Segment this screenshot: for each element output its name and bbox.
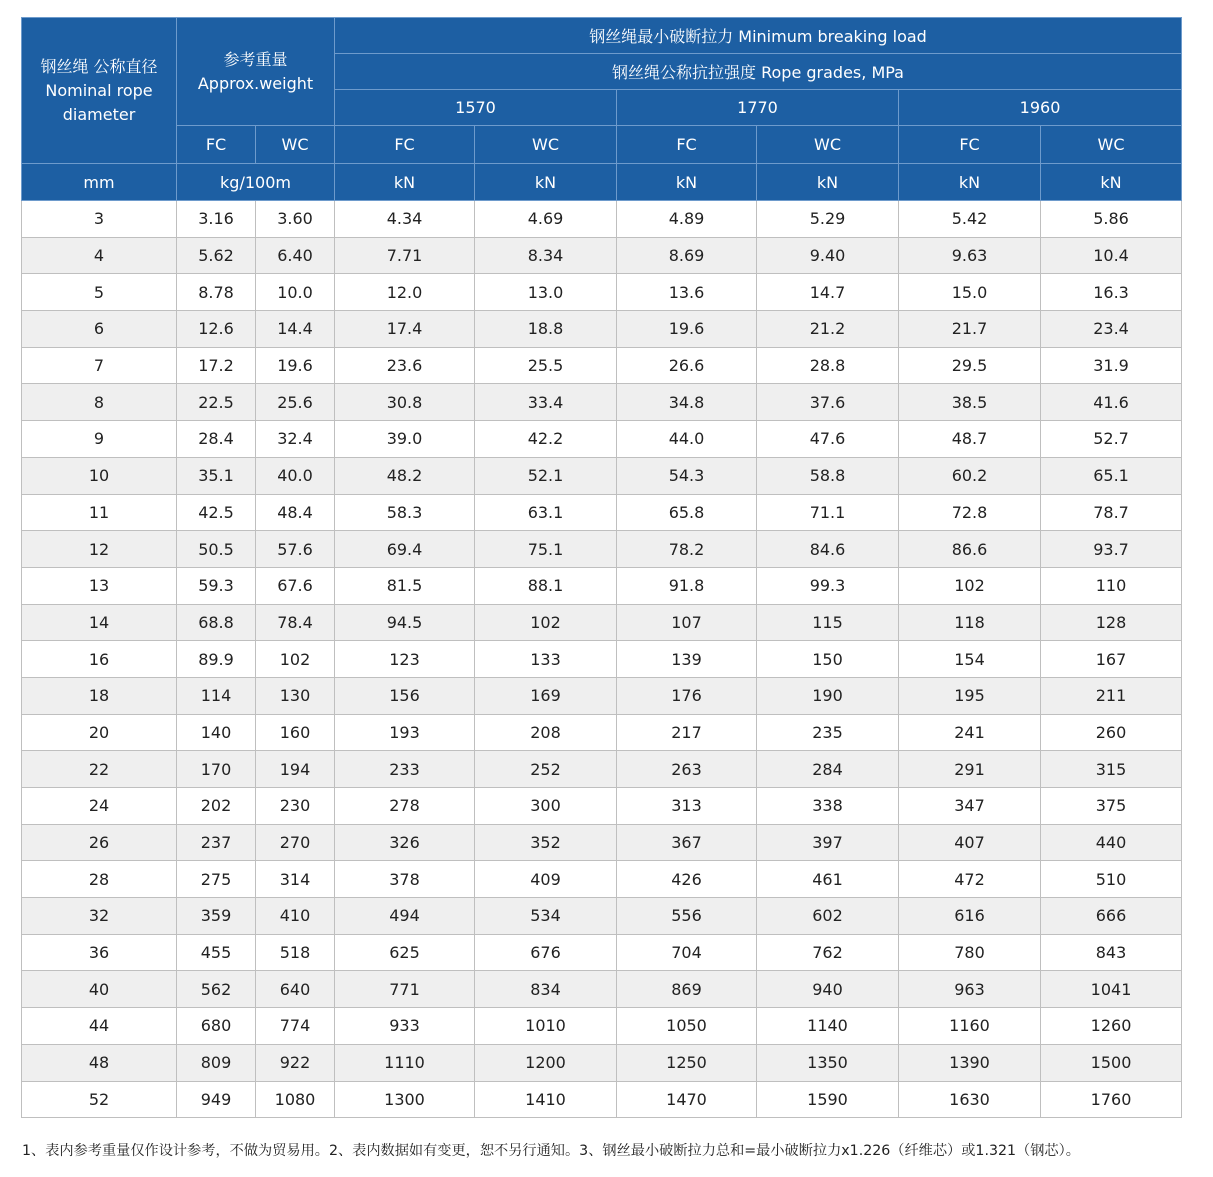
table-cell: 534: [475, 898, 617, 935]
table-cell: 194: [256, 751, 335, 788]
table-cell: 59.3: [177, 567, 256, 604]
table-row: [22, 201, 1182, 238]
table-cell: 48.4: [256, 494, 335, 531]
table-cell: 34.8: [617, 384, 757, 421]
table-cell: 300: [475, 788, 617, 825]
table-cell: 44.0: [617, 421, 757, 458]
table-row: [22, 1081, 1182, 1118]
table-cell: 193: [335, 714, 475, 751]
table-cell: 128: [1041, 604, 1182, 641]
table-cell: 263: [617, 751, 757, 788]
table-cell: 69.4: [335, 531, 475, 568]
table-cell: 107: [617, 604, 757, 641]
table-cell: 170: [177, 751, 256, 788]
table-cell: 774: [256, 1008, 335, 1045]
table-cell: 4.34: [335, 201, 475, 238]
table-body: [22, 201, 1182, 1118]
table-cell: 78.4: [256, 604, 335, 641]
table-cell: 42.5: [177, 494, 256, 531]
table-cell: 154: [899, 641, 1041, 678]
table-cell: 38.5: [899, 384, 1041, 421]
table-cell: 494: [335, 898, 475, 935]
table-row: [22, 824, 1182, 861]
table-row: [22, 237, 1182, 274]
table-cell: 20: [22, 714, 177, 751]
table-cell: 39.0: [335, 421, 475, 458]
table-cell: 217: [617, 714, 757, 751]
table-cell: 270: [256, 824, 335, 861]
unit-header: kN: [899, 164, 1041, 201]
table-cell: 31.9: [1041, 347, 1182, 384]
table-cell: 102: [475, 604, 617, 641]
table-cell: 195: [899, 677, 1041, 714]
table-cell: 19.6: [256, 347, 335, 384]
table-cell: 48: [22, 1044, 177, 1081]
table-cell: 65.8: [617, 494, 757, 531]
table-cell: 5.29: [757, 201, 899, 238]
table-row: [22, 347, 1182, 384]
table-cell: 9.40: [757, 237, 899, 274]
unit-header: kN: [1041, 164, 1182, 201]
table-cell: 407: [899, 824, 1041, 861]
table-cell: 48.2: [335, 457, 475, 494]
grade-1770-header: 1770: [617, 90, 899, 126]
table-row: [22, 751, 1182, 788]
table-cell: 809: [177, 1044, 256, 1081]
table-cell: 602: [757, 898, 899, 935]
table-cell: 115: [757, 604, 899, 641]
table-cell: 71.1: [757, 494, 899, 531]
table-cell: 338: [757, 788, 899, 825]
weight-header: 参考重量 Approx.weight: [177, 18, 335, 126]
table-cell: 99.3: [757, 567, 899, 604]
table-cell: 32: [22, 898, 177, 935]
table-row: [22, 1008, 1182, 1045]
table-cell: 202: [177, 788, 256, 825]
table-row: [22, 311, 1182, 348]
table-cell: 666: [1041, 898, 1182, 935]
table-cell: 1200: [475, 1044, 617, 1081]
table-cell: 17.4: [335, 311, 475, 348]
table-row: [22, 641, 1182, 678]
table-cell: 48.7: [899, 421, 1041, 458]
table-cell: 47.6: [757, 421, 899, 458]
table-cell: 78.7: [1041, 494, 1182, 531]
table-cell: 50.5: [177, 531, 256, 568]
table-cell: 461: [757, 861, 899, 898]
table-cell: 54.3: [617, 457, 757, 494]
table-cell: 81.5: [335, 567, 475, 604]
table-cell: 21.7: [899, 311, 1041, 348]
unit-header: kN: [757, 164, 899, 201]
table-cell: 1260: [1041, 1008, 1182, 1045]
table-cell: 1041: [1041, 971, 1182, 1008]
table-cell: 1160: [899, 1008, 1041, 1045]
table-cell: 14.4: [256, 311, 335, 348]
table-cell: 52: [22, 1081, 177, 1118]
table-cell: 8.78: [177, 274, 256, 311]
table-cell: 313: [617, 788, 757, 825]
core-type-header: WC: [475, 126, 617, 164]
table-cell: 72.8: [899, 494, 1041, 531]
table-cell: 676: [475, 934, 617, 971]
table-cell: 1110: [335, 1044, 475, 1081]
table-cell: 640: [256, 971, 335, 1008]
table-cell: 233: [335, 751, 475, 788]
table-cell: 5.62: [177, 237, 256, 274]
table-cell: 3.60: [256, 201, 335, 238]
table-cell: 680: [177, 1008, 256, 1045]
table-cell: 52.7: [1041, 421, 1182, 458]
table-cell: 29.5: [899, 347, 1041, 384]
table-cell: 241: [899, 714, 1041, 751]
table-cell: 110: [1041, 567, 1182, 604]
table-cell: 94.5: [335, 604, 475, 641]
table-cell: 10.4: [1041, 237, 1182, 274]
grade-1960-header: 1960: [899, 90, 1182, 126]
table-cell: 4.89: [617, 201, 757, 238]
table-cell: 6.40: [256, 237, 335, 274]
table-cell: 13.0: [475, 274, 617, 311]
table-cell: 18.8: [475, 311, 617, 348]
table-cell: 123: [335, 641, 475, 678]
table-cell: 5: [22, 274, 177, 311]
table-cell: 32.4: [256, 421, 335, 458]
table-cell: 33.4: [475, 384, 617, 421]
table-cell: 75.1: [475, 531, 617, 568]
table-cell: 409: [475, 861, 617, 898]
core-type-header: FC: [899, 126, 1041, 164]
core-type-header: WC: [1041, 126, 1182, 164]
table-cell: 160: [256, 714, 335, 751]
table-cell: 869: [617, 971, 757, 1008]
table-row: [22, 567, 1182, 604]
unit-header: kN: [617, 164, 757, 201]
table-cell: 933: [335, 1008, 475, 1045]
table-cell: 771: [335, 971, 475, 1008]
table-cell: 12.6: [177, 311, 256, 348]
table-row: [22, 934, 1182, 971]
table-row: [22, 531, 1182, 568]
table-cell: 616: [899, 898, 1041, 935]
table-cell: 30.8: [335, 384, 475, 421]
table-row: [22, 677, 1182, 714]
core-type-header: WC: [256, 126, 335, 164]
table-cell: 235: [757, 714, 899, 751]
table-cell: 140: [177, 714, 256, 751]
table-cell: 19.6: [617, 311, 757, 348]
table-cell: 26.6: [617, 347, 757, 384]
diameter-header: 钢丝绳 公称直径 Nominal rope diameter: [22, 18, 177, 164]
table-cell: 410: [256, 898, 335, 935]
table-cell: 9.63: [899, 237, 1041, 274]
table-cell: 1630: [899, 1081, 1041, 1118]
table-row: [22, 457, 1182, 494]
table-cell: 8.69: [617, 237, 757, 274]
table-cell: 28.4: [177, 421, 256, 458]
table-cell: 367: [617, 824, 757, 861]
table-row: [22, 604, 1182, 641]
table-cell: 93.7: [1041, 531, 1182, 568]
table-cell: 1390: [899, 1044, 1041, 1081]
table-cell: 252: [475, 751, 617, 788]
table-cell: 25.5: [475, 347, 617, 384]
table-cell: 52.1: [475, 457, 617, 494]
table-cell: 352: [475, 824, 617, 861]
table-cell: 230: [256, 788, 335, 825]
core-type-header: FC: [177, 126, 256, 164]
table-cell: 16: [22, 641, 177, 678]
table-cell: 21.2: [757, 311, 899, 348]
table-cell: 91.8: [617, 567, 757, 604]
table-cell: 89.9: [177, 641, 256, 678]
table-cell: 78.2: [617, 531, 757, 568]
unit-header: kg/100m: [177, 164, 335, 201]
table-cell: 949: [177, 1081, 256, 1118]
table-cell: 7: [22, 347, 177, 384]
table-cell: 133: [475, 641, 617, 678]
table-cell: 130: [256, 677, 335, 714]
table-cell: 1470: [617, 1081, 757, 1118]
table-cell: 190: [757, 677, 899, 714]
table-cell: 3.16: [177, 201, 256, 238]
table-cell: 35.1: [177, 457, 256, 494]
table-cell: 260: [1041, 714, 1182, 751]
table-cell: 23.6: [335, 347, 475, 384]
table-cell: 1590: [757, 1081, 899, 1118]
table-cell: 510: [1041, 861, 1182, 898]
table-cell: 6: [22, 311, 177, 348]
table-cell: 1760: [1041, 1081, 1182, 1118]
table-cell: 940: [757, 971, 899, 1008]
table-cell: 625: [335, 934, 475, 971]
table-cell: 167: [1041, 641, 1182, 678]
table-cell: 7.71: [335, 237, 475, 274]
table-cell: 40: [22, 971, 177, 1008]
table-cell: 8: [22, 384, 177, 421]
table-cell: 237: [177, 824, 256, 861]
core-type-header: FC: [617, 126, 757, 164]
table-row: [22, 788, 1182, 825]
table-cell: 102: [256, 641, 335, 678]
table-cell: 275: [177, 861, 256, 898]
footnote: 1、表内参考重量仅作设计参考，不做为贸易用。2、表内数据如有变更，恕不另行通知。3、钢丝最小破断拉力总和=最小破断拉力x1.226（纤维芯）或1.321（钢芯）。: [22, 1143, 1080, 1159]
table-cell: 762: [757, 934, 899, 971]
table-cell: 57.6: [256, 531, 335, 568]
table-cell: 1050: [617, 1008, 757, 1045]
table-cell: 17.2: [177, 347, 256, 384]
table-cell: 156: [335, 677, 475, 714]
table-cell: 18: [22, 677, 177, 714]
breaking-load-header: 钢丝绳最小破断拉力 Minimum breaking load: [335, 18, 1182, 54]
table-cell: 1010: [475, 1008, 617, 1045]
table-cell: 22.5: [177, 384, 256, 421]
table-cell: 780: [899, 934, 1041, 971]
rope-spec-table: [21, 17, 1182, 1118]
table-cell: 8.34: [475, 237, 617, 274]
table-cell: 42.2: [475, 421, 617, 458]
table-cell: 4.69: [475, 201, 617, 238]
table-cell: 834: [475, 971, 617, 1008]
table-cell: 1350: [757, 1044, 899, 1081]
table-cell: 556: [617, 898, 757, 935]
core-type-header: WC: [757, 126, 899, 164]
table-row: [22, 971, 1182, 1008]
table-cell: 326: [335, 824, 475, 861]
table-cell: 315: [1041, 751, 1182, 788]
table-row: [22, 1044, 1182, 1081]
table-cell: 440: [1041, 824, 1182, 861]
table-cell: 455: [177, 934, 256, 971]
table-cell: 26: [22, 824, 177, 861]
table-cell: 28: [22, 861, 177, 898]
rope-grade-header: 钢丝绳公称抗拉强度 Rope grades, MPa: [335, 54, 1182, 90]
table-cell: 13.6: [617, 274, 757, 311]
table-cell: 208: [475, 714, 617, 751]
table-cell: 28.8: [757, 347, 899, 384]
table-cell: 12: [22, 531, 177, 568]
table-cell: 24: [22, 788, 177, 825]
table-cell: 139: [617, 641, 757, 678]
table-cell: 963: [899, 971, 1041, 1008]
table-cell: 843: [1041, 934, 1182, 971]
table-cell: 10: [22, 457, 177, 494]
table-cell: 378: [335, 861, 475, 898]
table-row: [22, 714, 1182, 751]
table-cell: 68.8: [177, 604, 256, 641]
table-cell: 1250: [617, 1044, 757, 1081]
table-cell: 922: [256, 1044, 335, 1081]
core-type-header: FC: [335, 126, 475, 164]
table-cell: 11: [22, 494, 177, 531]
table-row: [22, 898, 1182, 935]
table-cell: 176: [617, 677, 757, 714]
table-cell: 25.6: [256, 384, 335, 421]
table-cell: 58.8: [757, 457, 899, 494]
unit-header: kN: [475, 164, 617, 201]
table-cell: 291: [899, 751, 1041, 788]
table-row: [22, 274, 1182, 311]
table-cell: 284: [757, 751, 899, 788]
table-cell: 67.6: [256, 567, 335, 604]
table-cell: 63.1: [475, 494, 617, 531]
table-cell: 37.6: [757, 384, 899, 421]
table-cell: 1300: [335, 1081, 475, 1118]
unit-header: mm: [22, 164, 177, 201]
table-cell: 58.3: [335, 494, 475, 531]
table-row: [22, 861, 1182, 898]
grade-1570-header: 1570: [335, 90, 617, 126]
table-row: [22, 421, 1182, 458]
table-header: [22, 18, 1182, 201]
table-cell: 562: [177, 971, 256, 1008]
table-cell: 347: [899, 788, 1041, 825]
table-cell: 16.3: [1041, 274, 1182, 311]
table-cell: 60.2: [899, 457, 1041, 494]
table-cell: 86.6: [899, 531, 1041, 568]
table-row: [22, 494, 1182, 531]
table-cell: 5.86: [1041, 201, 1182, 238]
table-cell: 41.6: [1041, 384, 1182, 421]
unit-row: [22, 164, 1182, 201]
table-cell: 14: [22, 604, 177, 641]
table-cell: 1410: [475, 1081, 617, 1118]
table-cell: 704: [617, 934, 757, 971]
table-cell: 10.0: [256, 274, 335, 311]
table-cell: 211: [1041, 677, 1182, 714]
table-cell: 278: [335, 788, 475, 825]
table-cell: 169: [475, 677, 617, 714]
table-cell: 23.4: [1041, 311, 1182, 348]
table-cell: 44: [22, 1008, 177, 1045]
table-cell: 150: [757, 641, 899, 678]
table-cell: 472: [899, 861, 1041, 898]
table-cell: 22: [22, 751, 177, 788]
table-row: [22, 384, 1182, 421]
table-cell: 4: [22, 237, 177, 274]
table-cell: 1080: [256, 1081, 335, 1118]
core-type-row: [22, 126, 1182, 164]
table-cell: 84.6: [757, 531, 899, 568]
table-cell: 9: [22, 421, 177, 458]
table-cell: 40.0: [256, 457, 335, 494]
table-cell: 102: [899, 567, 1041, 604]
table-cell: 12.0: [335, 274, 475, 311]
table-cell: 14.7: [757, 274, 899, 311]
table-cell: 426: [617, 861, 757, 898]
table-cell: 518: [256, 934, 335, 971]
table-cell: 65.1: [1041, 457, 1182, 494]
table-cell: 1140: [757, 1008, 899, 1045]
table-cell: 5.42: [899, 201, 1041, 238]
table-cell: 359: [177, 898, 256, 935]
table-cell: 36: [22, 934, 177, 971]
table-cell: 3: [22, 201, 177, 238]
unit-header: kN: [335, 164, 475, 201]
table-cell: 118: [899, 604, 1041, 641]
table-cell: 88.1: [475, 567, 617, 604]
table-cell: 15.0: [899, 274, 1041, 311]
table-cell: 397: [757, 824, 899, 861]
table-cell: 13: [22, 567, 177, 604]
table-cell: 375: [1041, 788, 1182, 825]
table-cell: 1500: [1041, 1044, 1182, 1081]
table-cell: 114: [177, 677, 256, 714]
table-cell: 314: [256, 861, 335, 898]
